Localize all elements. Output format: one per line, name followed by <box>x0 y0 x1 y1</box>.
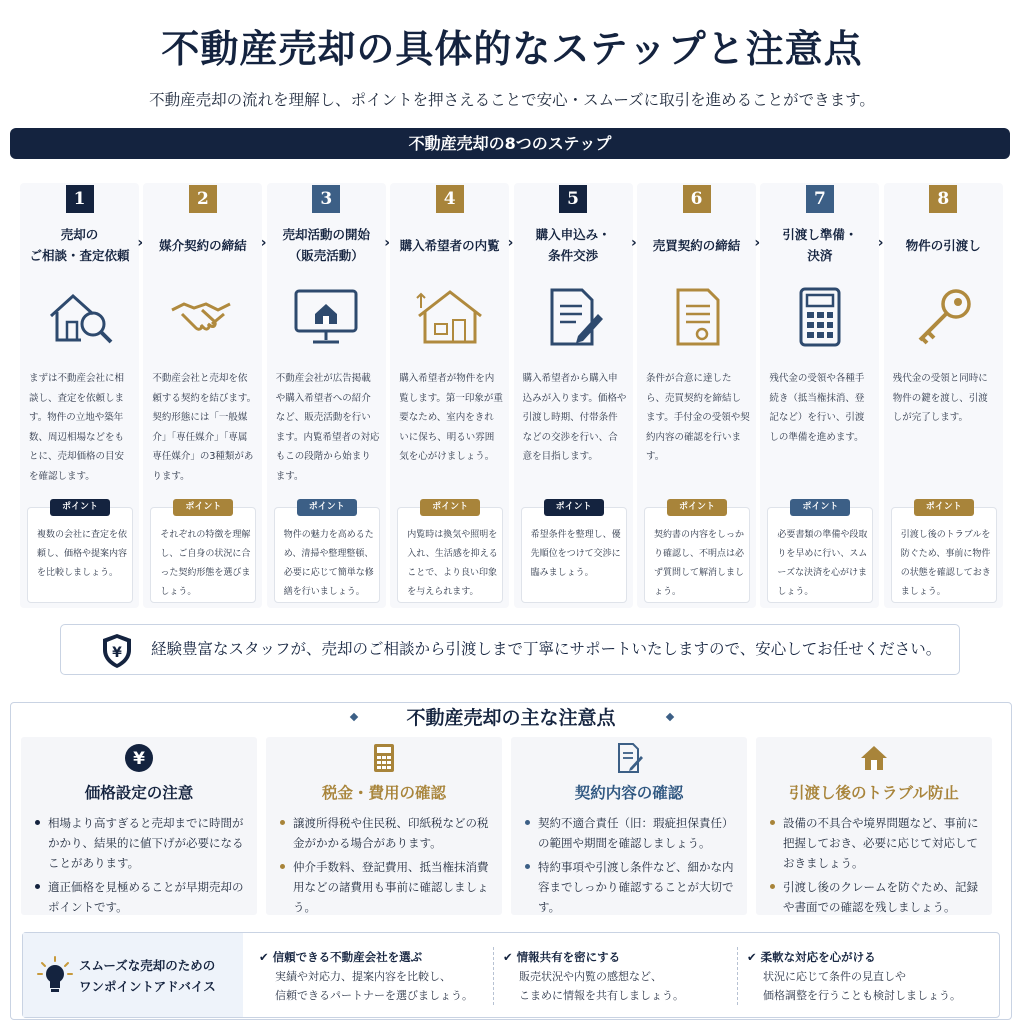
support-text: 経験豊富なスタッフが、売却のご相談から引渡しまで丁寧にサポートいたしますので、安心してお任せください。 <box>151 640 942 658</box>
step-title: 売却の ご相談・査定依頼 <box>29 227 130 263</box>
point-text: 必要書類の準備や段取りを早めに行い、スムーズな決済を心がけましょう。 <box>777 530 868 597</box>
step-description: 残代金の受領と同時に物件の鍵を渡し、引渡しが完了します。 <box>892 373 988 423</box>
point-tag: ポイント <box>790 499 850 516</box>
step-number: 3 <box>312 185 340 213</box>
chevron-right-icon: › <box>384 235 390 251</box>
contract-icon <box>662 286 732 348</box>
note-title: 契約内容の確認 <box>574 784 684 802</box>
note-list <box>35 813 249 921</box>
chevron-right-icon: › <box>877 235 884 251</box>
steps-section-title: 不動産売却の8つのステップ <box>10 128 1010 159</box>
svg-text:¥: ¥ <box>112 645 122 661</box>
page-subtitle: 不動産売却の流れを理解し、ポイントを押さえることで安心・スムーズに取引を進めることができます。 <box>149 91 875 109</box>
advice-tip <box>259 947 499 1005</box>
step-number: 7 <box>806 185 834 213</box>
tip-head: ✔ 信頼できる不動産会社を選ぶ <box>259 950 423 964</box>
note-column <box>21 737 257 915</box>
house-interior-icon <box>415 286 485 348</box>
notes-section-title: 不動産売却の主な注意点 <box>394 703 627 730</box>
point-text: 契約書の内容をしっかり確認し、不明点は必ず質問して解消しましょう。 <box>654 530 745 597</box>
tip-separator <box>737 947 738 1005</box>
step-title: 売却活動の開始 （販売活動） <box>282 227 371 263</box>
point-tag: ポイント <box>667 499 727 516</box>
tip-head: ✔ 情報共有を密にする <box>503 950 621 964</box>
advice-label-panel <box>23 933 243 1017</box>
note-column <box>266 737 502 915</box>
step-number: 6 <box>683 185 711 213</box>
step-point-box <box>27 502 133 603</box>
step-title: 物件の引渡し <box>905 237 981 253</box>
note-title: 価格設定の注意 <box>84 784 194 802</box>
page-title: 不動産売却の具体的なステップと注意点 <box>161 26 863 71</box>
note-item: 引渡し後のクレームを防ぐため、記録や書面での確認を残しましょう。 <box>770 877 984 917</box>
step-description: 残代金の受領や各種手続き（抵当権抹消、登記など）を行い、引渡しの準備を進めます。 <box>769 373 865 443</box>
note-item: 相場より高すぎると売却までに時間がかかり、結果的に値下げが必要になることがあります。 <box>35 813 249 873</box>
step-card <box>760 183 879 608</box>
note-title: 引渡し後のトラブル防止 <box>789 784 959 802</box>
note-item: 仲介手数料、登記費用、抵当権抹消費用などの諸費用も事前に確認しましょう。 <box>280 857 494 917</box>
note-title: 税金・費用の確認 <box>321 784 446 802</box>
chevron-right-icon: › <box>631 235 637 251</box>
step-point-box <box>644 502 750 603</box>
point-tag: ポイント <box>544 499 604 516</box>
step-title: 引渡し準備・ 決済 <box>782 227 858 263</box>
step-number: 4 <box>436 185 464 213</box>
tip-head: ✔ 柔軟な対応を心がける <box>747 950 876 964</box>
note-column <box>756 737 992 915</box>
tip-body-line: 信頼できるパートナーを選びましょう。 <box>275 989 473 1002</box>
note-item: 特約事項や引渡し条件など、細かな内容までしっかり確認することが大切です。 <box>525 857 739 917</box>
tip-body-line: 状況に応じて条件の見直しや <box>763 970 906 983</box>
point-text: 複数の会社に査定を依頼し、価格や提案内容を比較しましょう。 <box>37 530 128 578</box>
note-list <box>525 813 739 921</box>
point-tag: ポイント <box>420 499 480 516</box>
point-text: それぞれの特徴を理解し、ご自身の状況に合った契約形態を選びましょう。 <box>160 530 251 597</box>
step-card <box>637 183 756 608</box>
step-point-box <box>891 502 997 603</box>
check-icon: ✔ <box>503 950 513 964</box>
step-point-box <box>521 502 627 603</box>
house-magnifier-icon <box>45 286 115 348</box>
step-point-box <box>274 502 380 603</box>
point-tag: ポイント <box>173 499 233 516</box>
point-text: 引渡し後のトラブルを防ぐため、事前に物件の状態を確認しておきましょう。 <box>900 530 991 597</box>
note-column <box>511 737 747 915</box>
step-title: 購入希望者の内覧 <box>399 237 500 253</box>
step-card <box>390 183 509 608</box>
step-point-box <box>150 502 256 603</box>
point-text: 物件の魅力を高めるため、清掃や整理整頓、必要に応じて簡単な修繕を行いましょう。 <box>283 530 374 597</box>
step-description: 購入希望者から購入申込みが入ります。価格や引渡し時期、付帯条件などの交渉を行い、合意を目指します。 <box>522 373 627 462</box>
step-card <box>884 183 1003 608</box>
step-description: 不動産会社と売却を依頼する契約を結びます。契約形態には「一般媒介」「専任媒介」「専属専任媒介」の3種類があります。 <box>152 373 257 482</box>
note-item: 適正価格を見極めることが早期売却のポイントです。 <box>35 877 249 917</box>
chevron-right-icon: › <box>507 235 514 251</box>
point-text: 希望条件を整理し、優先順位をつけて交渉に臨みましょう。 <box>530 530 621 578</box>
point-tag: ポイント <box>50 499 110 516</box>
chevron-right-icon: › <box>137 235 144 251</box>
step-card <box>143 183 262 608</box>
point-text: 内覧時は換気や照明を入れ、生活感を抑えることで、より良い印象を与えられます。 <box>407 530 498 597</box>
note-list <box>770 813 984 921</box>
advice-label: スムーズな売却のための ワンポイントアドバイス <box>79 958 216 994</box>
step-description: 不動産会社が広告掲載や購入希望者への紹介など、販売活動を行います。内覧希望者の対応もこの段階から始まります。 <box>275 373 380 482</box>
support-banner <box>60 624 960 675</box>
chevron-right-icon: › <box>754 235 761 251</box>
tip-body-line: 価格調整を行うことも検討しましょう。 <box>763 989 961 1002</box>
note-item: 契約不適合責任（旧：瑕疵担保責任）の範囲や期間を確認しましょう。 <box>525 813 739 853</box>
step-point-box <box>767 502 873 603</box>
yen-shield-icon <box>101 633 133 669</box>
step-title: 売買契約の締結 <box>652 237 741 253</box>
step-point-box <box>397 502 503 603</box>
advice-tip <box>747 947 987 1005</box>
note-item: 設備の不具合や境界問題など、事前に把握しておき、必要に応じて対応しておきましょう。 <box>770 813 984 873</box>
step-number: 1 <box>66 185 94 213</box>
step-title: 購入申込み・ 条件交渉 <box>535 227 611 263</box>
tip-separator <box>493 947 494 1005</box>
step-title: 媒介契約の締結 <box>159 237 247 253</box>
handshake-icon <box>168 286 238 348</box>
step-description: 条件が合意に達したら、売買契約を締結します。手付金の受領や契約内容の確認を行います。 <box>646 373 750 462</box>
diamond-deco <box>350 713 358 721</box>
step-number: 2 <box>189 185 217 213</box>
step-number: 5 <box>559 185 587 213</box>
point-tag: ポイント <box>914 499 974 516</box>
tip-body-line: 実績や対応力、提案内容を比較し、 <box>275 970 451 983</box>
step-card <box>267 183 386 608</box>
diamond-deco <box>666 713 674 721</box>
advice-box <box>22 932 1000 1018</box>
lightbulb-icon <box>37 955 73 995</box>
step-description: まずは不動産会社に相談し、査定を依頼します。物件の立地や築年数、周辺相場などをもとに、売却価格の目安を確認します。 <box>29 373 125 482</box>
tip-body-line: 販売状況や内覧の感想など、 <box>519 970 662 983</box>
step-description: 購入希望者が物件を内覧します。第一印象が重要なため、室内をきれいに保ち、明るい雰囲気を心がけましょう。 <box>399 373 503 462</box>
calculator-icon <box>369 743 399 773</box>
tip-body-line: こまめに情報を共有しましょう。 <box>519 989 684 1002</box>
advice-tip <box>503 947 743 1005</box>
note-list <box>280 813 494 921</box>
yen-icon <box>124 743 154 773</box>
steps-row <box>20 183 1004 608</box>
document-pen-icon <box>538 286 608 348</box>
check-icon: ✔ <box>259 950 269 964</box>
step-card <box>20 183 139 608</box>
step-card <box>514 183 633 608</box>
note-item: 譲渡所得税や住民税、印紙税などの税金がかかる場合があります。 <box>280 813 494 853</box>
key-icon <box>908 286 978 348</box>
document-pen-icon <box>614 743 644 773</box>
chevron-right-icon: › <box>260 235 267 251</box>
calculator-icon <box>785 286 855 348</box>
step-number: 8 <box>929 185 957 213</box>
svg-text:¥: ¥ <box>133 749 145 769</box>
point-tag: ポイント <box>297 499 357 516</box>
check-icon: ✔ <box>747 950 757 964</box>
house-icon <box>859 743 889 773</box>
monitor-house-icon <box>291 286 361 348</box>
